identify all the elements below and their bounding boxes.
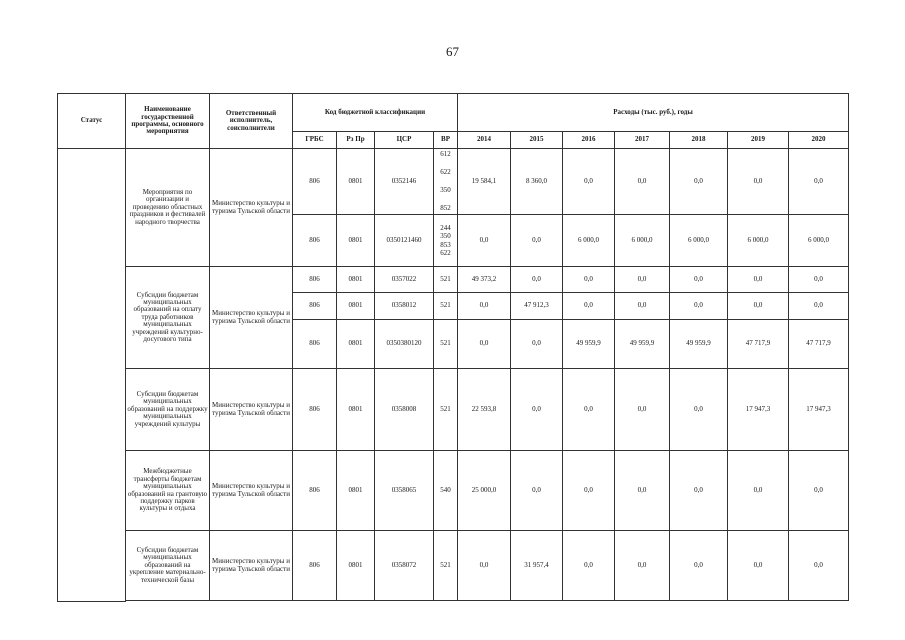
value-cell: 6 000,0: [670, 215, 728, 267]
value-cell: 0,0: [511, 369, 563, 451]
vr-cell: [434, 215, 458, 267]
responsible-cell: Министерство культуры и туризма Тульской области: [210, 531, 293, 601]
header-year: 2020: [789, 132, 849, 149]
value-cell: 0,0: [615, 369, 670, 451]
grbs-cell: 806: [293, 149, 337, 215]
value-cell: 0,0: [615, 149, 670, 215]
header-expenses: Расходы (тыс. руб.), годы: [458, 94, 849, 132]
value-cell: 31 957,4: [511, 531, 563, 601]
grbs-cell: 806: [293, 267, 337, 293]
csr-cell: 0358008: [375, 369, 434, 451]
rzpr-cell: 0801: [337, 369, 375, 451]
value-cell: 0,0: [728, 267, 789, 293]
program-name-cell: Субсидии бюджетам муниципальных образований на укрепление материально-технической базы: [126, 531, 210, 601]
table-row: [58, 531, 849, 601]
value-cell: 47 717,9: [728, 320, 789, 369]
program-name-cell: Субсидии бюджетам муниципальных образований на оплату труда работников муниципальных учреждений культурно-досугового типа: [126, 267, 210, 369]
csr-cell: 0358012: [375, 293, 434, 320]
value-cell: 0,0: [670, 451, 728, 531]
value-cell: 0,0: [615, 531, 670, 601]
value-cell: 6 000,0: [728, 215, 789, 267]
csr-cell: 0358065: [375, 451, 434, 531]
vr-code: 612: [440, 149, 451, 158]
value-cell: 0,0: [670, 149, 728, 215]
value-cell: 0,0: [458, 320, 511, 369]
value-cell: 25 000,0: [458, 451, 511, 531]
program-name-cell: Субсидии бюджетам муниципальных образований на поддержку муниципальных учреждений культуры: [126, 369, 210, 451]
value-cell: 0,0: [789, 293, 849, 320]
status-cell: [58, 149, 126, 602]
budget-table: [57, 93, 849, 602]
vr-code: 622: [440, 248, 451, 257]
header-grbs: ГРБС: [293, 132, 337, 149]
rzpr-cell: 0801: [337, 149, 375, 215]
grbs-cell: 806: [293, 320, 337, 369]
value-cell: 6 000,0: [615, 215, 670, 267]
vr-code: 853: [440, 240, 451, 249]
header-vr: ВР: [434, 132, 458, 149]
value-cell: 47 717,9: [789, 320, 849, 369]
value-cell: 0,0: [670, 267, 728, 293]
value-cell: 0,0: [789, 531, 849, 601]
value-cell: 0,0: [563, 369, 615, 451]
value-cell: 0,0: [789, 267, 849, 293]
rzpr-cell: 0801: [337, 320, 375, 369]
responsible-cell: Министерство культуры и туризма Тульской области: [210, 369, 293, 451]
rzpr-cell: 0801: [337, 451, 375, 531]
value-cell: 6 000,0: [563, 215, 615, 267]
value-cell: 0,0: [728, 149, 789, 215]
value-cell: 49 959,9: [670, 320, 728, 369]
value-cell: 0,0: [563, 451, 615, 531]
value-cell: 49 959,9: [563, 320, 615, 369]
value-cell: 22 593,8: [458, 369, 511, 451]
value-cell: 0,0: [511, 267, 563, 293]
grbs-cell: 806: [293, 369, 337, 451]
value-cell: 0,0: [511, 320, 563, 369]
value-cell: 0,0: [563, 149, 615, 215]
value-cell: 19 584,1: [458, 149, 511, 215]
csr-cell: 0350121460: [375, 215, 434, 267]
vr-cell: 521: [434, 293, 458, 320]
header-year: 2018: [670, 132, 728, 149]
vr-cell: 540: [434, 451, 458, 531]
value-cell: 0,0: [615, 451, 670, 531]
value-cell: 0,0: [511, 215, 563, 267]
value-cell: 47 912,3: [511, 293, 563, 320]
value-cell: 17 947,3: [728, 369, 789, 451]
header-responsible: Ответственный исполнитель, соисполнители: [210, 94, 293, 149]
value-cell: 6 000,0: [789, 215, 849, 267]
responsible-cell: Министерство культуры и туризма Тульской области: [210, 149, 293, 267]
value-cell: 0,0: [670, 531, 728, 601]
value-cell: 0,0: [458, 531, 511, 601]
value-cell: 17 947,3: [789, 369, 849, 451]
spacer-cell: [126, 601, 849, 602]
value-cell: 0,0: [458, 293, 511, 320]
value-cell: 0,0: [670, 369, 728, 451]
rzpr-cell: 0801: [337, 531, 375, 601]
header-status: Статус: [58, 94, 126, 149]
value-cell: 0,0: [728, 531, 789, 601]
grbs-cell: 806: [293, 293, 337, 320]
csr-cell: 0350380120: [375, 320, 434, 369]
spacer-row: [58, 601, 849, 602]
header-year: 2016: [563, 132, 615, 149]
vr-code: 350: [440, 185, 451, 194]
header-csr: ЦСР: [375, 132, 434, 149]
vr-cell: 521: [434, 369, 458, 451]
value-cell: 0,0: [563, 531, 615, 601]
value-cell: 0,0: [511, 451, 563, 531]
csr-cell: 0358072: [375, 531, 434, 601]
vr-code: 852: [440, 204, 451, 213]
value-cell: 0,0: [563, 293, 615, 320]
table-row: [58, 267, 849, 293]
rzpr-cell: 0801: [337, 293, 375, 320]
page-number: 67: [446, 44, 459, 59]
value-cell: 0,0: [670, 293, 728, 320]
csr-cell: 0352146: [375, 149, 434, 215]
rzpr-cell: 0801: [337, 267, 375, 293]
grbs-cell: 806: [293, 531, 337, 601]
responsible-cell: Министерство культуры и туризма Тульской области: [210, 267, 293, 369]
vr-cell: [434, 149, 458, 215]
grbs-cell: 806: [293, 215, 337, 267]
vr-code: 622: [440, 167, 451, 176]
header-budget-code: Код бюджетной классификации: [293, 94, 458, 132]
vr-code: 244: [440, 224, 451, 233]
value-cell: 0,0: [563, 267, 615, 293]
value-cell: 49 959,9: [615, 320, 670, 369]
program-name-cell: Межбюджетные трансферты бюджетам муниципальных образований на грантовую поддержку парков культуры и отдыха: [126, 451, 210, 531]
program-name-cell: Мероприятия по организации и проведению областных праздников и фестивалей народного творчества: [126, 149, 210, 267]
header-year: 2014: [458, 132, 511, 149]
responsible-cell: Министерство культуры и туризма Тульской области: [210, 451, 293, 531]
header-program-name: Наименование государственной программы, основного мероприятия: [126, 94, 210, 149]
value-cell: 0,0: [728, 293, 789, 320]
value-cell: 49 373,2: [458, 267, 511, 293]
value-cell: 0,0: [789, 451, 849, 531]
value-cell: 0,0: [728, 451, 789, 531]
csr-cell: 0357022: [375, 267, 434, 293]
table-row: [58, 451, 849, 531]
grbs-cell: 806: [293, 451, 337, 531]
header-rzpr: Рз Пр: [337, 132, 375, 149]
value-cell: 0,0: [615, 293, 670, 320]
rzpr-cell: 0801: [337, 215, 375, 267]
value-cell: 0,0: [458, 215, 511, 267]
value-cell: 8 360,0: [511, 149, 563, 215]
value-cell: 0,0: [615, 267, 670, 293]
header-row: [58, 94, 849, 132]
vr-cell: 521: [434, 531, 458, 601]
vr-cell: 521: [434, 267, 458, 293]
table-row: [58, 149, 849, 215]
value-cell: 0,0: [789, 149, 849, 215]
header-year: 2015: [511, 132, 563, 149]
header-year: 2017: [615, 132, 670, 149]
vr-code: 350: [440, 232, 451, 241]
header-year: 2019: [728, 132, 789, 149]
table-row: [58, 369, 849, 451]
vr-cell: 521: [434, 320, 458, 369]
